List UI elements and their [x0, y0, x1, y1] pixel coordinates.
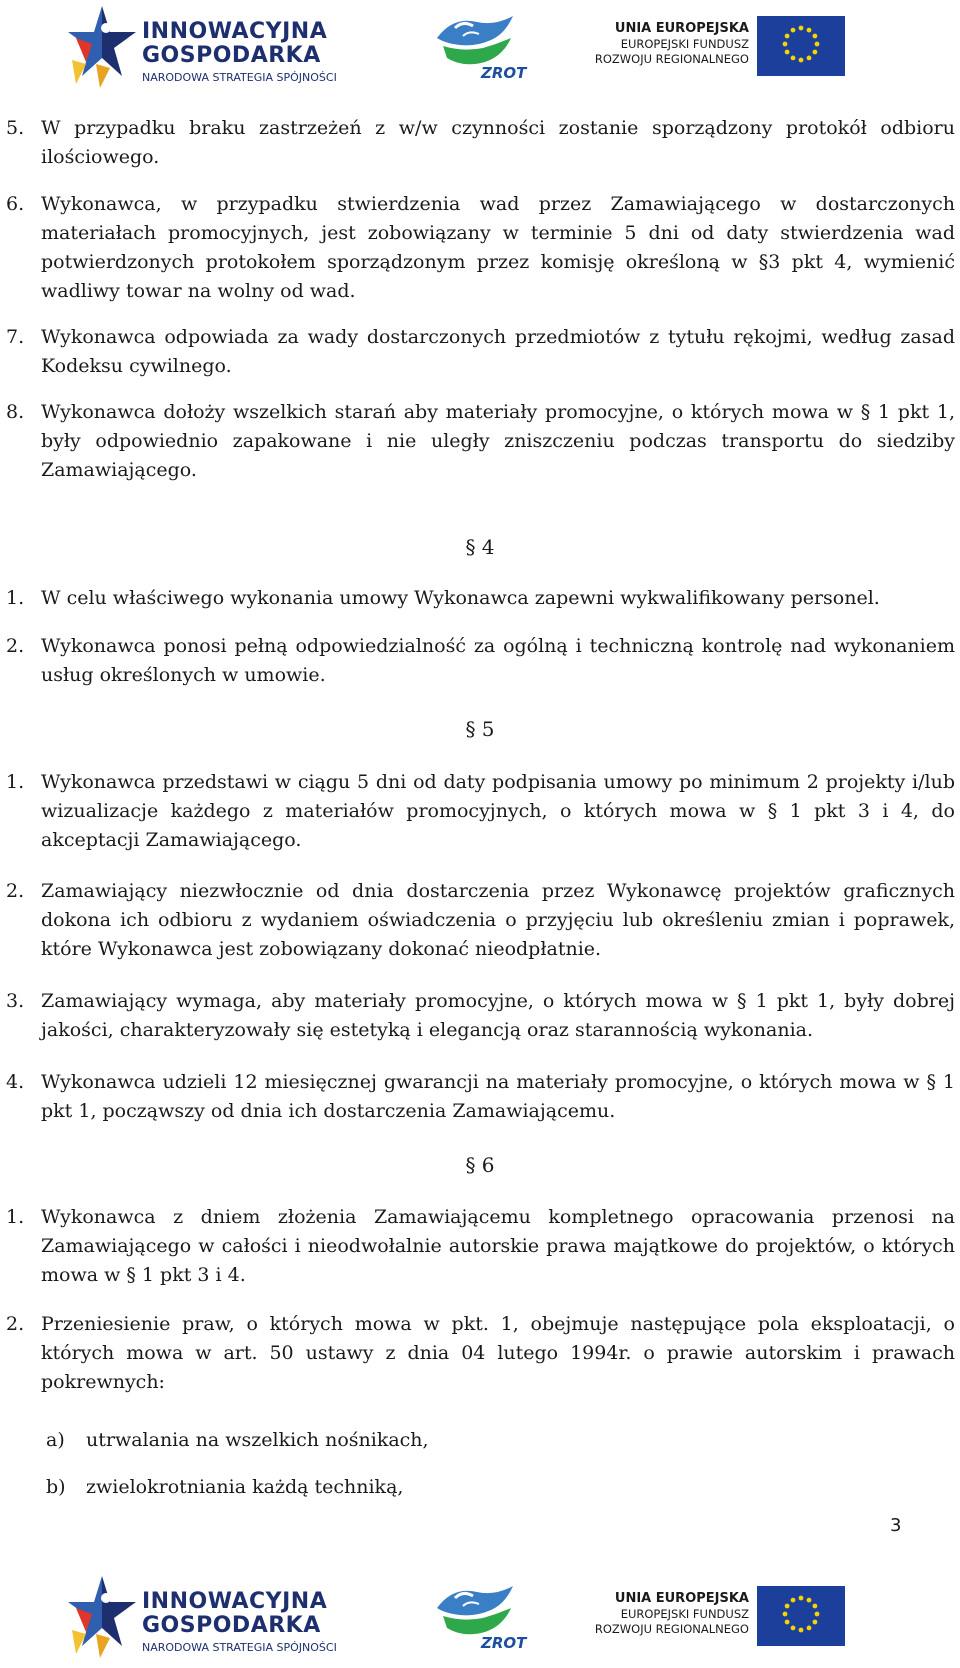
eu-fund-line2: ROZWOJU REGIONALNEGO: [594, 52, 749, 66]
item-number: 1.: [6, 587, 25, 609]
paragraph-text: W przypadku braku zastrzeżeń z w/w czynności zostanie sporządzony protokół odbioru ilościowego.: [41, 117, 955, 168]
item-text: Wykonawca udzieli 12 miesięcznej gwarancji na materiały promocyjne, o których mowa w § 1 pkt 1, począwszy od dnia ich dostarczenia Zamawiającemu.: [41, 1071, 955, 1122]
ig-star-emblem-icon: [62, 1574, 138, 1660]
paragraph-7: [6, 323, 955, 381]
subitem-a: [46, 1426, 429, 1455]
ig-title-line2: GOSPODARKA: [142, 1613, 321, 1638]
ig-subtitle: NARODOWA STRATEGIA SPÓJNOŚCI: [142, 71, 337, 84]
paragraph-number: 7.: [6, 326, 25, 348]
item-text: Wykonawca przedstawi w ciągu 5 dni od daty podpisania umowy po minimum 2 projekty i/lub wizualizacje każdego z materiałów promocyjnych, o których mowa w § 1 pkt 3 i 4, do akceptacji Zamawiającego.: [41, 771, 955, 851]
section4-item-2: [6, 632, 955, 690]
section-heading-6: § 6: [465, 1153, 495, 1177]
section6-item-1: [6, 1203, 955, 1290]
item-number: 1.: [6, 1206, 25, 1228]
subitem-label: a): [46, 1429, 65, 1451]
item-text: Wykonawca z dniem złożenia Zamawiającemu kompletnego opracowania przenosi na Zamawiającego w całości i nieodwołalnie autorskie prawa majątkowe do projektów, o których mowa w § 1 pkt 3 i 4.: [41, 1206, 955, 1286]
item-number: 2.: [6, 635, 25, 657]
section5-item-1: [6, 768, 955, 855]
ig-title-line2: GOSPODARKA: [142, 43, 321, 68]
item-number: 2.: [6, 880, 25, 902]
ig-star-emblem-icon: [62, 4, 138, 90]
paragraph-text: Wykonawca dołoży wszelkich starań aby materiały promocyjne, o których mowa w § 1 pkt 1, były odpowiednio zapakowane i nie uległy zniszczeniu podczas transportu do siedziby Zamawiającego.: [41, 401, 955, 481]
ig-subtitle: NARODOWA STRATEGIA SPÓJNOŚCI: [142, 1641, 337, 1654]
innowacyjna-gospodarka-logo: [62, 1574, 352, 1660]
paragraph-text: Wykonawca odpowiada za wady dostarczonych przedmiotów z tytułu rękojmi, według zasad Kodeksu cywilnego.: [41, 326, 955, 377]
item-text: Wykonawca ponosi pełną odpowiedzialność za ogólną i techniczną kontrolę nad wykonaniem usług określonych w umowie.: [41, 635, 955, 686]
section-heading-4: § 4: [465, 535, 495, 559]
subitem-text: zwielokrotniania każdą techniką,: [86, 1476, 404, 1498]
section5-item-4: [6, 1068, 955, 1126]
zrot-logo: [433, 1578, 527, 1652]
eu-fund-line1: EUROPEJSKI FUNDUSZ: [620, 37, 749, 51]
zrot-label: ZROT: [481, 64, 527, 82]
item-number: 3.: [6, 990, 25, 1012]
innowacyjna-gospodarka-logo: [62, 4, 352, 90]
eu-logo: [589, 12, 849, 82]
section4-item-1: [6, 584, 955, 613]
item-number: 1.: [6, 771, 25, 793]
paragraph-text: Wykonawca, w przypadku stwierdzenia wad przez Zamawiającego w dostarczonych materiałach promocyjnych, jest zobowiązany w terminie 5 dni od daty stwierdzenia wad potwierdzonych protokołem sporządzonym przez komisję określoną w §3 pkt 4, wymienić wadliwy towar na wolny od wad.: [41, 193, 955, 302]
paragraph-number: 5.: [6, 117, 25, 139]
ig-title-line1: INNOWACYJNA: [142, 1589, 328, 1614]
item-text: Przeniesienie praw, o których mowa w pkt. 1, obejmuje następujące pola eksploatacji, o których mowa w art. 50 ustawy z dnia 04 lutego 1994r. o prawie autorskim i prawach pokrewnych:: [41, 1313, 955, 1393]
header-logo-bar: [0, 0, 960, 92]
subitem-label: b): [46, 1476, 66, 1498]
section-heading-5: § 5: [465, 717, 495, 741]
paragraph-number: 8.: [6, 401, 25, 423]
page-number: 3: [890, 1515, 902, 1536]
ig-title-line1: INNOWACYJNA: [142, 19, 328, 44]
item-text: W celu właściwego wykonania umowy Wykonawca zapewni wykwalifikowany personel.: [41, 587, 880, 609]
eu-title: UNIA EUROPEJSKA: [614, 21, 749, 36]
paragraph-8: [6, 398, 955, 485]
section5-item-2: [6, 877, 955, 964]
eu-title: UNIA EUROPEJSKA: [614, 1591, 749, 1606]
subitem-b: [46, 1473, 403, 1502]
zrot-logo: [433, 8, 527, 82]
paragraph-6: [6, 190, 955, 306]
item-number: 2.: [6, 1313, 25, 1335]
subitem-text: utrwalania na wszelkich nośnikach,: [86, 1429, 429, 1451]
item-text: Zamawiający wymaga, aby materiały promocyjne, o których mowa w § 1 pkt 1, były dobrej jakości, charakteryzowały się estetyką i elegancją oraz starannością wykonania.: [41, 990, 955, 1041]
zrot-emblem-icon: [433, 1578, 527, 1652]
zrot-emblem-icon: [433, 8, 527, 82]
item-number: 4.: [6, 1071, 25, 1093]
paragraph-5: [6, 114, 955, 172]
footer-logo-bar: [0, 1570, 960, 1662]
section5-item-3: [6, 987, 955, 1045]
section6-item-2: [6, 1310, 955, 1397]
eu-logo: [589, 1582, 849, 1652]
item-text: Zamawiający niezwłocznie od dnia dostarczenia przez Wykonawcę projektów graficznych dokona ich odbioru z wydaniem oświadczenia o przyjęciu lub określeniu zmian i poprawek, które Wykonawca jest zobowiązany dokonać nieodpłatnie.: [41, 880, 955, 960]
zrot-label: ZROT: [481, 1634, 527, 1652]
eu-fund-line1: EUROPEJSKI FUNDUSZ: [620, 1607, 749, 1621]
paragraph-number: 6.: [6, 193, 25, 215]
eu-fund-line2: ROZWOJU REGIONALNEGO: [594, 1622, 749, 1636]
eu-flag-icon: [757, 16, 845, 76]
eu-flag-icon: [757, 1586, 845, 1646]
